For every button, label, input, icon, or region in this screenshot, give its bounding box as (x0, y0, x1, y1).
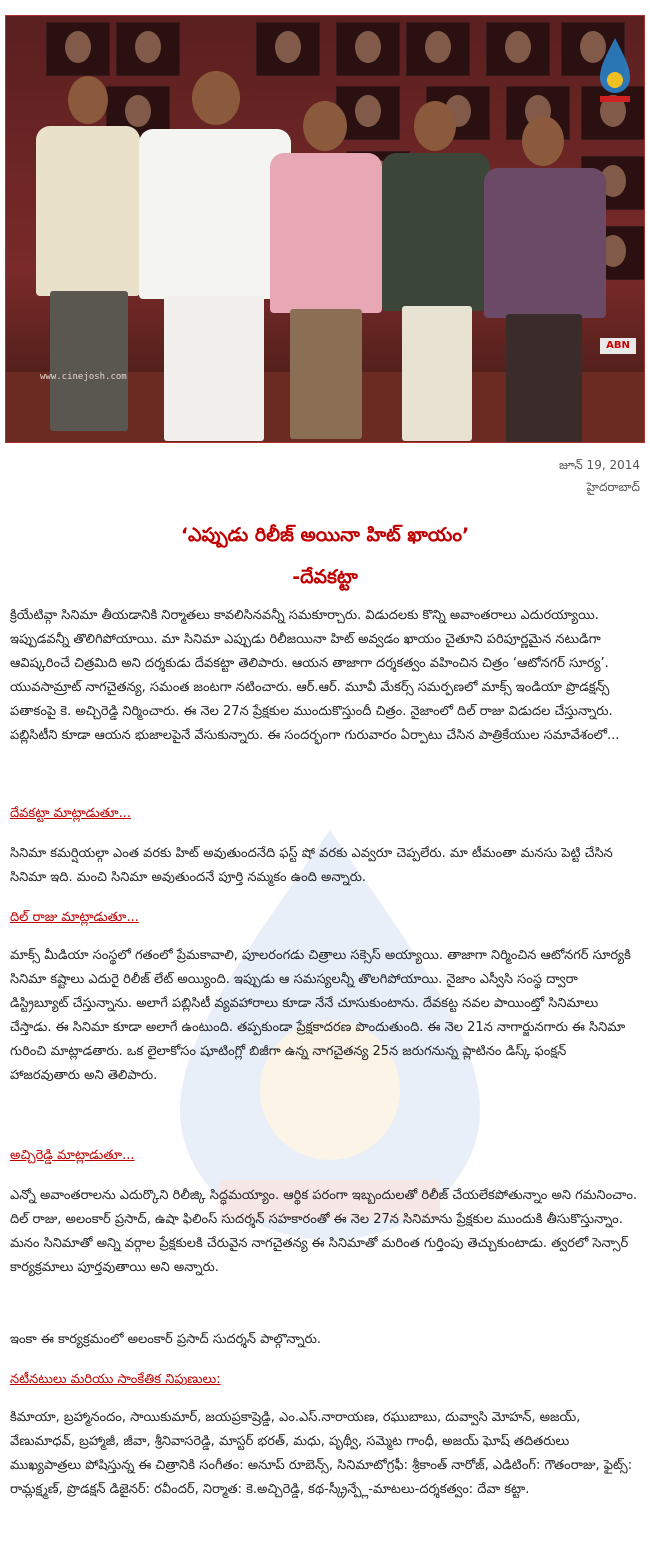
headline-byline: -దేవకట్టా (292, 566, 358, 588)
section-title-credits: నటీనటులు మరియు సాంకేతిక నిపుణులు: (10, 1372, 221, 1387)
intro-paragraph: క్రియేటివ్గా సినిమా తీయడానికి నిర్మాతలు కావలిసినవన్నీ సమకూర్చారు. విడుదలకు కొన్ని అవాంతరాలు ఎదురయ్యాయి. ఇప్పుడవన్నీ తొలిగిపోయాయి. మా సినిమా ఎప్పుడు రిలీజయినా హిట్ అవ్వడం ఖాయం చైతూని పరిపూర్ణమైన నటుడిగా ఆవిష్కరించే చిత్రమిది అని దర్శకుడు దేవకట్టా తెలిపారు. ఆయన తాజాగా దర్శకత్వం వహించిన చిత్రం ‘ఆటోనగర్ సూర్య’. యువసామ్రాట్ నాగచైతన్య, సమంత జంటగా నటించారు. ఆర్.ఆర్. మూవీ మేకర్స్ సమర్పణలో మాక్స్ ఇండియా ప్రొడక్షన్స్ పతాకంపై కె. అచ్చిరెడ్డి నిర్మించారు. ఈ నెల 27న ప్రేక్షకుల ముందుకొస్తుందీ చిత్రం. నైజాంలో దిల్ రాజు విడుదల చేస్తున్నారు. పబ్లిసిటీని కూడా ఆయన భుజాలపైనే వేసుకున్నారు. ఈ సందర్భంగా గురువారం ఏర్పాటు చేసిన పాత్రికేయుల సమావేశంలో... (10, 608, 620, 743)
abn-badge: ABN (600, 338, 636, 354)
cinejosh-logo-icon (596, 36, 634, 106)
photo-watermark: www.cinejosh.com (40, 372, 127, 382)
section-title-devakatta: దేవకట్టా మాట్లాడుతూ... (10, 806, 131, 821)
credits-body: కిమాయా, బ్రహ్మానందం, సాయికుమార్, జయప్రకాష్రెడ్డి, ఎం.ఎస్.నారాయణ, రఘుబాబు, దువ్వాసి మోహన్, అజయ్, వేణుమాధవ్, బ్రహ్మాజీ, జీవా, శ్రీనివాసరెడ్డి, మాస్టర్ భరత్, మధు, పృథ్వీ, సమ్మెట గాంధీ, అజయ్ ఘోష్ తదితరులు ముఖ్యపాత్రలు పోషిస్తున్న ఈ చిత్రానికి సంగీతం: అనూప్ రూబెన్స్, సినిమాటోగ్రఫీ: శ్రీకాంత్ నారోజ్, ఎడిటింగ్: గౌతంరాజు, ఫైట్స్: రామ్లక్ష్మణ్, ప్రొడక్షన్ డిజైనర్: రవీందర్, నిర్మాత: కె.అచ్చిరెడ్డి, కథ-స్క్రీన్ప్లే-మాటలు-దర్శకత్వం: దేవా కట్టా. (10, 1410, 633, 1497)
section-body-acchireddy: ఎన్నో అవాంతరాలను ఎదుర్కొని రిలీజ్కి సిద్ధమయ్యాం. ఆర్థిక పరంగా ఇబ్బందులతో రిలీజ్ చేయలేకపోతున్నాం అని గమనించాం. దిల్ రాజు, అలంకార్ ప్రసాద్, ఉషా ఫిలింస్ సుదర్శన్ సహకారంతో ఈ నెల 27న సినిమాను ప్రేక్షకుల ముందుకి తీసుకొస్తున్నాం. మనం సినిమాతో అన్ని వర్గాల ప్రేక్షకులకి చేరువైన నాగచైతన్య ఈ సినిమాతో మరింత గుర్తింపు తెచ్చుకుంటాడు. త్వరలో సెన్సార్ కార్యక్రమాలు పూర్తవుతాయి అని అన్నారు. (10, 1188, 638, 1275)
headline: ‘ఎప్పుడు రిలీజ్ అయినా హిట్ ఖాయం’ (180, 524, 470, 546)
outro-paragraph: ఇంకా ఈ కార్యక్రమంలో అలంకార్ ప్రసాద్ సుదర్శన్ పాల్గొన్నారు. (10, 1332, 321, 1347)
article-place: హైదరాబాద్ (586, 480, 640, 494)
event-photo (5, 15, 645, 443)
section-title-dil-raju: దిల్ రాజు మాట్లాడుతూ... (10, 910, 139, 925)
section-body-dil-raju: మాక్స్ మీడియా సంస్థలో గతంలో ప్రేమకావాలి, పూలరంగడు చిత్రాలు సక్సెస్ అయ్యాయి. తాజాగా నిర్మించిన ఆటోనగర్ సూర్యకి సినిమా కష్టాలు ఎదురై రిలీజ్ లేట్ అయ్యింది. ఇప్పుడు ఆ సమస్యలన్నీ తొలగిపోయాయి. నైజాం ఎస్వీసి సంస్థ ద్వారా డిస్ట్రిబ్యూట్ చేస్తున్నాను. అలాగే పబ్లిసిటీ వ్యవహారాలు కూడా నేనే చూసుకుంటాను. దేవకట్ట నవల పాయింట్తో సినిమాలు చేస్తాడు. ఈ సినిమా కూడా అలాగే ఉంటుంది. తప్పకుండా ప్రేక్షకాదరణ పొందుతుంది. ఈ నెల 21న నాగార్జునగారు ఈ సినిమా గురించి మాట్లాడతారు. ఒక లైలాకోసం షూటింగ్లో బిజీగా ఉన్న నాగచైతన్య 25న జరుగనున్న ప్లాటినం డిస్క్ ఫంక్షన్ హాజరవుతారు అని తెలిపారు. (10, 948, 631, 1083)
article-date: జూన్ 19, 2014 (558, 458, 640, 472)
section-title-acchireddy: అచ్చిరెడ్డి మాట్లాడుతూ... (10, 1148, 135, 1163)
section-body-devakatta: సినిమా కమర్షియల్గా ఎంత వరకు హిట్ అవుతుందనేది ఫస్ట్ షో వరకు ఎవ్వరూ చెప్పలేరు. మా టీమంతా మనసు పెట్టి చేసిన సినిమా ఇది. మంచి సినిమా అవుతుందనే పూర్తి నమ్మకం ఉంది అన్నారు. (10, 846, 613, 885)
